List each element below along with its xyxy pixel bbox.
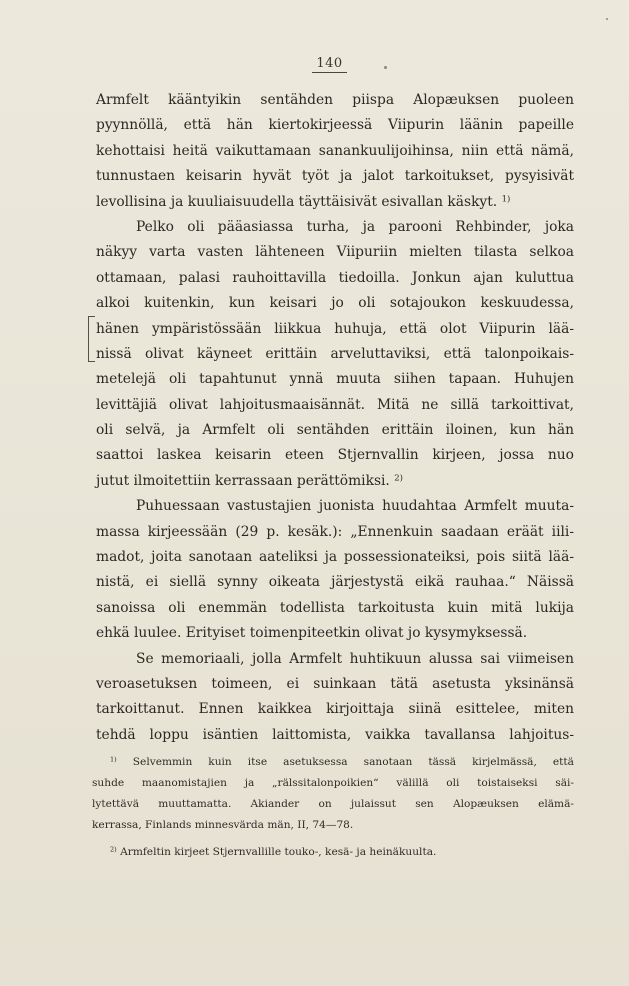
body-line: tunnustaen keisarin hyvät työt ja jalot tarkoitukset, pysyisivät	[96, 168, 574, 185]
footnote-1-line: suhde maanomistajien ja „rälssitalonpoikien“ välillä oli toistaiseksi säi-	[92, 777, 574, 789]
body-line-text: jutut ilmoitettiin kerrassaan perättömiksi.	[96, 472, 390, 489]
footnote-ref-2: 2)	[394, 473, 403, 484]
footnote-2-mark: 2)	[110, 845, 117, 854]
body-line: massa kirjeessään (29 p. kesäk.): „Ennenkuin saadaan eräät iili-	[96, 523, 574, 540]
margin-bracket-mark	[88, 316, 95, 362]
footnotes	[92, 752, 574, 863]
body-line: nistä, ei siellä synny oikeata järjestystä eikä rauhaa.“ Näissä	[96, 574, 574, 591]
footnote-2-text: Armfeltin kirjeet Stjernvallille touko-, kesä- ja heinäkuulta.	[120, 846, 437, 858]
body-line: Armfelt kääntyikin sentähden piispa Alopæuksen puoleen	[96, 92, 574, 108]
body-line: pyynnöllä, että hän kiertokirjeessä Viipurin läänin papeille	[96, 117, 574, 134]
body-line: metelejä oli tapahtunut ynnä muuta siihen tapaan. Huhujen	[96, 371, 574, 388]
body-line: madot, joita sanotaan aateliksi ja possessionateiksi, pois siitä lää-	[96, 549, 574, 566]
body-line: kehottaisi heitä vaikuttamaan sanankuulijoihinsa, niin että nämä,	[96, 142, 574, 159]
body-text	[96, 88, 574, 748]
page-number-label: 140	[312, 56, 346, 73]
body-line: Puhuessaan vastustajien juonista huudahtaa Armfelt muuta-	[136, 498, 574, 515]
page-number	[0, 56, 629, 73]
footnote-1-line: kerrassa, Finlands minnesvärda män, II, 74—78.	[92, 819, 354, 831]
body-line: nissä olivat käyneet erittäin arveluttaviksi, että talonpoikais-	[96, 345, 574, 362]
footnote-1-line: lytettävä muuttamatta. Akiander on julaissut sen Alopæuksen elämä-	[92, 798, 574, 810]
body-line: tarkoittanut. Ennen kaikkea kirjoittaja siinä esittelee, miten	[96, 701, 574, 718]
footnote-1-text: Selvemmin kuin itse asetuksessa sanotaan tässä kirjelmässä, että	[132, 756, 574, 768]
body-line: Se memoriaali, jolla Armfelt huhtikuun alussa sai viimeisen	[136, 650, 574, 667]
body-line: näkyy varta vasten lähteneen Viipuriin mielten tilasta selkoa	[96, 244, 574, 261]
footnote-1-mark: 1)	[110, 755, 117, 764]
body-line: ehkä luulee. Erityiset toimenpiteetkin olivat jo kysymyksessä.	[96, 625, 528, 642]
body-line: alkoi kuitenkin, kun keisari jo oli sotajoukon keskuudessa,	[96, 295, 574, 312]
body-line: veroasetuksen toimeen, ei suinkaan tätä asetusta yksinänsä	[96, 675, 574, 692]
body-line	[96, 190, 574, 215]
body-line: saattoi laskea keisarin eteen Stjernvallin kirjeen, jossa nuo	[96, 447, 574, 464]
body-line: sanoissa oli enemmän todellista tarkoitusta kuin mitä lukija	[96, 599, 574, 616]
body-line: levittäjiä olivat lahjoitusmaaisännät. Mitä ne sillä tarkoittivat,	[96, 396, 574, 413]
body-line: oli selvä, ja Armfelt oli sentähden erittäin iloinen, kun hän	[96, 422, 574, 439]
body-line: tehdä loppu isäntien laittomista, vaikka tavallansa lahjoitus-	[96, 726, 574, 743]
footnote-2-line	[110, 842, 574, 863]
body-line	[96, 469, 574, 494]
body-line-text: levollisina ja kuuliaisuudella täyttäisivät esivallan käskyt.	[96, 193, 498, 210]
paper-speck	[384, 66, 387, 69]
body-line: hänen ympäristössään liikkua huhuja, että olot Viipurin lää-	[96, 320, 574, 337]
paper-speck	[606, 18, 608, 20]
footnote-1-line	[110, 752, 574, 773]
body-line: ottamaan, palasi rauhoittavilla tiedoilla. Jonkun ajan kuluttua	[96, 269, 574, 286]
body-line: Pelko oli pääasiassa turha, ja parooni Rehbinder, joka	[136, 218, 574, 235]
footnote-ref-1: 1)	[501, 193, 511, 204]
